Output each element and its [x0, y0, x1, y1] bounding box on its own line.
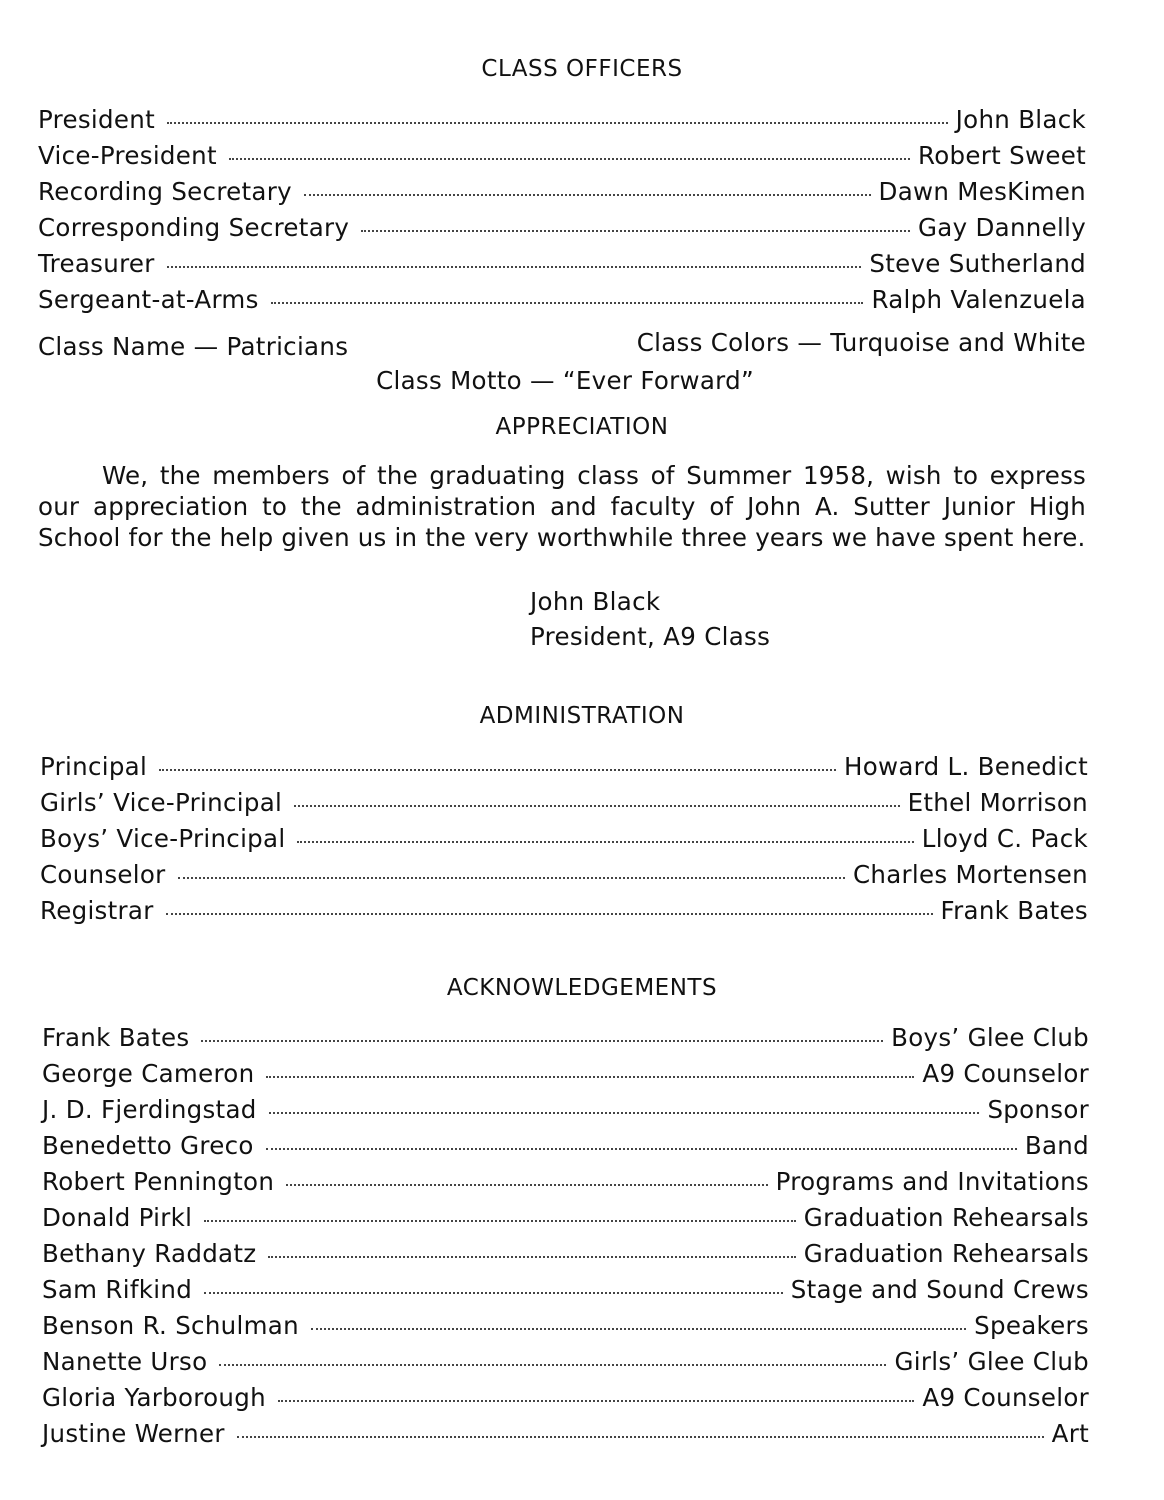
dot-leader — [159, 769, 836, 771]
officer-name: John Black — [955, 105, 1086, 134]
officer-name: Ralph Valenzuela — [871, 285, 1086, 314]
ack-name: Nanette Urso — [42, 1347, 208, 1376]
dot-leader — [266, 1076, 914, 1078]
signature-title: President, A9 Class — [530, 622, 771, 651]
ack-name: J. D. Fjerdingstad — [42, 1095, 257, 1124]
officer-name: Robert Sweet — [918, 141, 1086, 170]
admin-row-registrar — [40, 893, 1088, 929]
officer-role: President — [38, 105, 155, 134]
ack-name: Frank Bates — [42, 1023, 190, 1052]
admin-name: Ethel Morrison — [907, 788, 1088, 817]
ack-name: Justine Werner — [42, 1419, 225, 1448]
admin-row-boys-vice-principal — [40, 821, 1088, 857]
officer-role: Corresponding Secretary — [38, 213, 350, 242]
dot-leader — [167, 266, 862, 268]
officer-role: Treasurer — [38, 249, 155, 278]
ack-role: A9 Counselor — [922, 1059, 1089, 1088]
officer-row-president — [38, 102, 1086, 138]
ack-role: Band — [1024, 1131, 1089, 1160]
officer-name: Gay Dannelly — [917, 213, 1086, 242]
ack-row — [42, 1236, 1089, 1272]
class-officers-list — [38, 102, 1086, 318]
class-name: Class Name — Patricians — [38, 332, 349, 361]
officer-role: Vice-President — [38, 141, 217, 170]
ack-row — [42, 1272, 1089, 1308]
dot-leader — [266, 1148, 1017, 1150]
officer-row-treasurer — [38, 246, 1086, 282]
ack-row — [42, 1308, 1089, 1344]
dot-leader — [167, 122, 948, 124]
dot-leader — [361, 230, 910, 232]
signature-block — [530, 584, 770, 654]
officer-name: Dawn MesKimen — [878, 177, 1086, 206]
ack-row — [42, 1128, 1089, 1164]
dot-leader — [297, 841, 913, 843]
ack-name: Robert Pennington — [42, 1167, 275, 1196]
officer-role: Sergeant-at-Arms — [38, 285, 259, 314]
admin-name: Howard L. Benedict — [844, 752, 1088, 781]
dot-leader — [271, 302, 864, 304]
acknowledgements-heading: ACKNOWLEDGEMENTS — [446, 975, 718, 1001]
dot-leader — [311, 1328, 966, 1330]
ack-row — [42, 1056, 1089, 1092]
class-motto: Class Motto — “Ever Forward” — [376, 366, 754, 395]
officer-row-vice-president — [38, 138, 1086, 174]
officer-row-recording-secretary — [38, 174, 1086, 210]
dot-leader — [278, 1400, 914, 1402]
dot-leader — [219, 1364, 886, 1366]
ack-row — [42, 1092, 1089, 1128]
ack-name: Sam Rifkind — [42, 1275, 193, 1304]
dot-leader — [204, 1220, 796, 1222]
officer-row-corresponding-secretary — [38, 210, 1086, 246]
ack-role: Programs and Invitations — [775, 1167, 1089, 1196]
admin-name: Lloyd C. Pack — [921, 824, 1088, 853]
admin-role: Counselor — [40, 860, 166, 889]
dot-leader — [294, 805, 899, 807]
admin-row-counselor — [40, 857, 1088, 893]
officer-row-sergeant-at-arms — [38, 282, 1086, 318]
acknowledgements-list — [42, 1020, 1089, 1452]
appreciation-text: We, the members of the graduating class of Summer 1958, wish to express our appreciation to the administration and faculty of John A. Sutter Junior High School for the help given us in the very worthwhile three years we have spent here. — [38, 461, 1086, 552]
ack-role: Boys’ Glee Club — [891, 1023, 1089, 1052]
dot-leader — [229, 158, 910, 160]
ack-row — [42, 1344, 1089, 1380]
dot-leader — [237, 1436, 1044, 1438]
ack-name: Gloria Yarborough — [42, 1383, 266, 1412]
dot-leader — [201, 1040, 883, 1042]
ack-name: Benson R. Schulman — [42, 1311, 299, 1340]
admin-role: Principal — [40, 752, 148, 781]
admin-row-girls-vice-principal — [40, 785, 1088, 821]
appreciation-heading: APPRECIATION — [495, 414, 669, 440]
ack-row — [42, 1020, 1089, 1056]
admin-name: Charles Mortensen — [852, 860, 1088, 889]
admin-role: Registrar — [40, 896, 154, 925]
ack-name: Donald Pirkl — [42, 1203, 193, 1232]
ack-row — [42, 1416, 1089, 1452]
ack-role: Girls’ Glee Club — [894, 1347, 1089, 1376]
administration-list — [40, 749, 1088, 929]
class-officers-heading: CLASS OFFICERS — [481, 56, 683, 82]
ack-name: Benedetto Greco — [42, 1131, 254, 1160]
admin-row-principal — [40, 749, 1088, 785]
class-colors: Class Colors — Turquoise and White — [636, 328, 1086, 357]
signature-name: John Black — [530, 587, 661, 616]
ack-name: Bethany Raddatz — [42, 1239, 257, 1268]
dot-leader — [268, 1256, 795, 1258]
dot-leader — [304, 194, 871, 196]
admin-role: Girls’ Vice-Principal — [40, 788, 283, 817]
admin-role: Boys’ Vice-Principal — [40, 824, 286, 853]
ack-role: Graduation Rehearsals — [803, 1239, 1089, 1268]
ack-row — [42, 1200, 1089, 1236]
ack-row — [42, 1164, 1089, 1200]
dot-leader — [178, 877, 845, 879]
officer-name: Steve Sutherland — [869, 249, 1086, 278]
administration-heading: ADMINISTRATION — [479, 703, 685, 729]
admin-name: Frank Bates — [940, 896, 1088, 925]
ack-role: Graduation Rehearsals — [803, 1203, 1089, 1232]
ack-role: Speakers — [974, 1311, 1089, 1340]
ack-row — [42, 1380, 1089, 1416]
dot-leader — [166, 913, 933, 915]
officer-role: Recording Secretary — [38, 177, 292, 206]
ack-role: Art — [1051, 1419, 1089, 1448]
dot-leader — [286, 1184, 767, 1186]
ack-role: A9 Counselor — [922, 1383, 1089, 1412]
dot-leader — [204, 1292, 783, 1294]
dot-leader — [269, 1112, 980, 1114]
ack-role: Sponsor — [987, 1095, 1089, 1124]
ack-role: Stage and Sound Crews — [790, 1275, 1089, 1304]
ack-name: George Cameron — [42, 1059, 255, 1088]
